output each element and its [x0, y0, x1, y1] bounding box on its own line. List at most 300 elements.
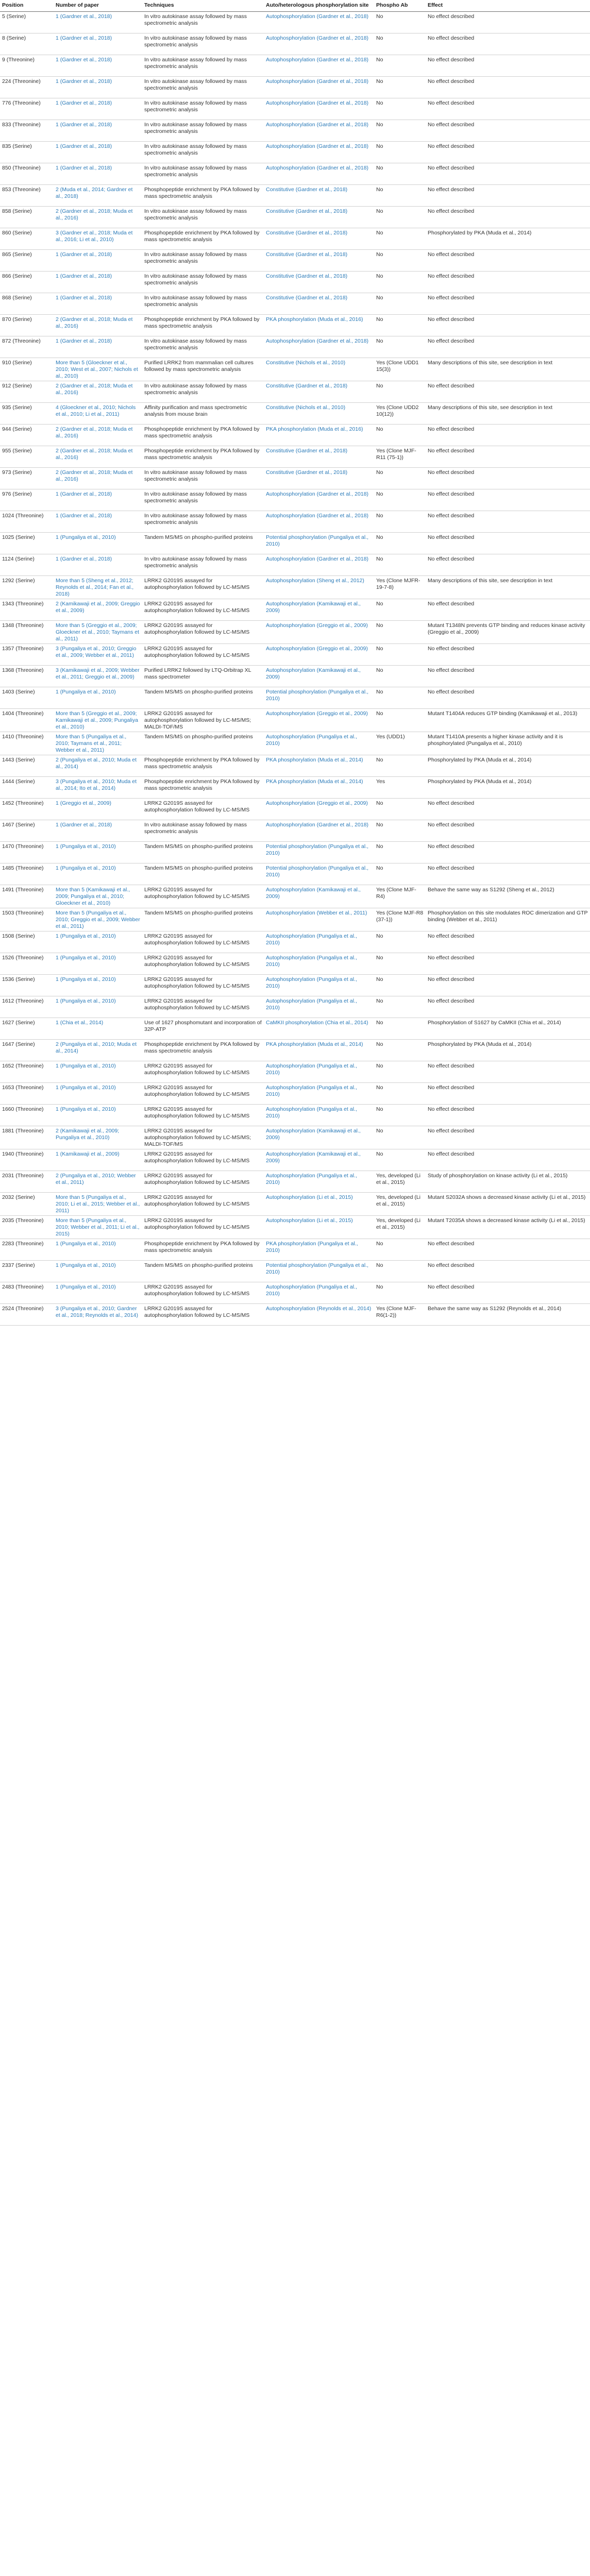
cell-site-type: Constitutive (Gardner et al., 2018): [264, 446, 374, 468]
cell-position: 1357 (Threonine): [0, 644, 54, 666]
cell-number-of-paper: 1 (Gardner et al., 2018): [54, 98, 142, 120]
cell-phospho-ab: No: [374, 953, 426, 975]
cell-phospho-ab: No: [374, 644, 426, 666]
cell-phospho-ab: No: [374, 142, 426, 163]
cell-techniques: LRRK2 G2019S assayed for autophosphorylation followed by LC-MS/MS: [142, 1105, 264, 1126]
cell-techniques: In vitro autokinase assay followed by mass spectrometric analysis: [142, 33, 264, 55]
cell-phospho-ab: Yes: [374, 777, 426, 799]
cell-phospho-ab: No: [374, 489, 426, 511]
cell-site-type: Potential phosphorylation (Pungaliya et al., 2010): [264, 1261, 374, 1282]
cell-site-type: Autophosphorylation (Gardner et al., 2018): [264, 489, 374, 511]
cell-number-of-paper: 1 (Gardner et al., 2018): [54, 489, 142, 511]
cell-phospho-ab: No: [374, 120, 426, 142]
cell-number-of-paper: 1 (Greggio et al., 2009): [54, 799, 142, 820]
cell-effect: No effect described: [426, 799, 590, 820]
cell-number-of-paper: 2 (Pungaliya et al., 2010; Webber et al., 2011): [54, 1171, 142, 1193]
cell-position: 1508 (Serine): [0, 931, 54, 953]
cell-phospho-ab: Yes (Clone MJF-R8 (37-1)): [374, 908, 426, 931]
cell-techniques: LRRK2 G2019S assayed for autophosphorylation followed by LC-MS/MS: [142, 1216, 264, 1239]
cell-techniques: LRRK2 G2019S assayed for autophosphorylation followed by LC-MS/MS: [142, 953, 264, 975]
cell-effect: No effect described: [426, 489, 590, 511]
cell-effect: Many descriptions of this site, see description in text: [426, 576, 590, 599]
cell-site-type: Constitutive (Nichols et al., 2010): [264, 403, 374, 425]
cell-techniques: LRRK2 G2019S assayed for autophosphorylation followed by LC-MS/MS: [142, 1193, 264, 1216]
cell-techniques: In vitro autokinase assay followed by mass spectrometric analysis: [142, 468, 264, 489]
cell-phospho-ab: No: [374, 799, 426, 820]
cell-effect: Mutant S2032A shows a decreased kinase activity (Li et al., 2015): [426, 1193, 590, 1216]
cell-number-of-paper: 2 (Kamikawaji et al., 2009; Pungaliya et al., 2010): [54, 1126, 142, 1149]
table-row: [0, 1193, 590, 1216]
cell-site-type: Autophosphorylation (Gardner et al., 2018): [264, 336, 374, 358]
cell-site-type: Autophosphorylation (Gardner et al., 2018): [264, 55, 374, 77]
table-row: [0, 1282, 590, 1304]
cell-effect: No effect described: [426, 1282, 590, 1304]
cell-position: 1491 (Threonine): [0, 885, 54, 908]
cell-position: 2035 (Threonine): [0, 1216, 54, 1239]
table-row: [0, 55, 590, 77]
cell-number-of-paper: 2 (Gardner et al., 2018; Muda et al., 2016): [54, 207, 142, 228]
cell-number-of-paper: 1 (Gardner et al., 2018): [54, 12, 142, 33]
table-row: [0, 1083, 590, 1105]
cell-techniques: Purified LRRK2 from mammalian cell cultures followed by mass spectrometric analysis: [142, 358, 264, 381]
table-row: [0, 885, 590, 908]
cell-techniques: Phosphopeptide enrichment by PKA followed by mass spectrometric analysis: [142, 425, 264, 446]
cell-position: 935 (Serine): [0, 403, 54, 425]
cell-number-of-paper: 2 (Pungaliya et al., 2010; Muda et al., 2014): [54, 1040, 142, 1061]
cell-effect: Phosphorylation of S1627 by CaMKII (Chia et al., 2014): [426, 1018, 590, 1040]
cell-site-type: Autophosphorylation (Webber et al., 2011): [264, 908, 374, 931]
cell-techniques: Phosphopeptide enrichment by PKA followed by mass spectrometric analysis: [142, 777, 264, 799]
cell-phospho-ab: Yes (Clone MJFR-19-7-8): [374, 576, 426, 599]
cell-effect: No effect described: [426, 842, 590, 863]
cell-number-of-paper: 1 (Gardner et al., 2018): [54, 142, 142, 163]
cell-number-of-paper: 2 (Gardner et al., 2018; Muda et al., 2016): [54, 446, 142, 468]
cell-position: 1348 (Threonine): [0, 621, 54, 644]
cell-effect: No effect described: [426, 12, 590, 33]
cell-number-of-paper: 4 (Gloeckner et al., 2010; Nichols et al., 2010; Li et al., 2011): [54, 403, 142, 425]
cell-phospho-ab: Yes (UDD1): [374, 732, 426, 755]
cell-techniques: In vitro autokinase assay followed by mass spectrometric analysis: [142, 820, 264, 842]
cell-site-type: Autophosphorylation (Pungaliya et al., 2010): [264, 1282, 374, 1304]
cell-effect: No effect described: [426, 142, 590, 163]
cell-phospho-ab: No: [374, 687, 426, 709]
cell-number-of-paper: 1 (Gardner et al., 2018): [54, 511, 142, 533]
cell-techniques: Phosphopeptide enrichment by PKA followed by mass spectrometric analysis: [142, 315, 264, 336]
cell-number-of-paper: 1 (Pungaliya et al., 2010): [54, 687, 142, 709]
column-header-effect: Effect: [426, 0, 590, 12]
cell-techniques: In vitro autokinase assay followed by mass spectrometric analysis: [142, 98, 264, 120]
cell-effect: No effect described: [426, 207, 590, 228]
cell-phospho-ab: No: [374, 163, 426, 185]
cell-site-type: PKA phosphorylation (Muda et al., 2014): [264, 1040, 374, 1061]
cell-phospho-ab: No: [374, 1239, 426, 1261]
column-header-techniques: Techniques: [142, 0, 264, 12]
cell-number-of-paper: 1 (Pungaliya et al., 2010): [54, 931, 142, 953]
table-row: [0, 33, 590, 55]
cell-number-of-paper: 1 (Gardner et al., 2018): [54, 336, 142, 358]
cell-phospho-ab: Yes (Clone MJF-R4): [374, 885, 426, 908]
cell-techniques: LRRK2 G2019S assayed for autophosphorylation followed by LC-MS/MS: [142, 1282, 264, 1304]
cell-site-type: Constitutive (Gardner et al., 2018): [264, 250, 374, 272]
table-row: [0, 511, 590, 533]
cell-number-of-paper: More than 5 (Gloeckner et al., 2010; West et al., 2007; Nichols et al., 2010): [54, 358, 142, 381]
cell-position: 2031 (Threonine): [0, 1171, 54, 1193]
cell-techniques: LRRK2 G2019S assayed for autophosphorylation followed by LC-MS/MS: [142, 599, 264, 621]
cell-site-type: Autophosphorylation (Kamikawaji et al., 2009): [264, 666, 374, 687]
cell-techniques: Phosphopeptide enrichment by PKA followed by mass spectrometric analysis: [142, 1040, 264, 1061]
cell-phospho-ab: No: [374, 975, 426, 996]
cell-site-type: Constitutive (Gardner et al., 2018): [264, 468, 374, 489]
cell-number-of-paper: 2 (Pungaliya et al., 2010; Muda et al., 2014): [54, 755, 142, 777]
cell-position: 944 (Serine): [0, 425, 54, 446]
cell-effect: Mutant T1404A reduces GTP binding (Kamikawaji et al., 2013): [426, 709, 590, 732]
cell-phospho-ab: No: [374, 55, 426, 77]
cell-position: 1660 (Threonine): [0, 1105, 54, 1126]
table-row: [0, 293, 590, 315]
cell-effect: No effect described: [426, 975, 590, 996]
cell-site-type: Autophosphorylation (Gardner et al., 2018): [264, 511, 374, 533]
cell-techniques: LRRK2 G2019S assayed for autophosphorylation followed by LC-MS/MS: [142, 931, 264, 953]
cell-techniques: In vitro autokinase assay followed by mass spectrometric analysis: [142, 55, 264, 77]
cell-techniques: In vitro autokinase assay followed by mass spectrometric analysis: [142, 293, 264, 315]
cell-site-type: Potential phosphorylation (Pungaliya et al., 2010): [264, 687, 374, 709]
table-header-row: [0, 0, 590, 12]
cell-number-of-paper: 1 (Pungaliya et al., 2010): [54, 1083, 142, 1105]
cell-number-of-paper: 2 (Gardner et al., 2018; Muda et al., 2016): [54, 381, 142, 403]
cell-effect: Phosphorylated by PKA (Muda et al., 2014): [426, 228, 590, 250]
cell-position: 1124 (Serine): [0, 554, 54, 576]
cell-effect: No effect described: [426, 599, 590, 621]
cell-number-of-paper: More than 5 (Sheng et al., 2012; Reynolds et al., 2014; Fan et al., 2018): [54, 576, 142, 599]
cell-position: 2524 (Threonine): [0, 1304, 54, 1326]
cell-number-of-paper: More than 5 (Greggio et al., 2009; Kamikawaji et al., 2009; Pungaliya et al., 2010): [54, 709, 142, 732]
cell-effect: No effect described: [426, 33, 590, 55]
cell-number-of-paper: 1 (Pungaliya et al., 2010): [54, 1061, 142, 1083]
cell-site-type: Autophosphorylation (Pungaliya et al., 2010): [264, 931, 374, 953]
table-row: [0, 1040, 590, 1061]
cell-effect: No effect described: [426, 554, 590, 576]
cell-site-type: Autophosphorylation (Greggio et al., 2009): [264, 709, 374, 732]
cell-number-of-paper: 3 (Pungaliya et al., 2010; Gardner et al., 2018; Reynolds et al., 2014): [54, 1304, 142, 1326]
cell-position: 776 (Threonine): [0, 98, 54, 120]
cell-position: 2283 (Threonine): [0, 1239, 54, 1261]
cell-phospho-ab: No: [374, 1040, 426, 1061]
cell-position: 1536 (Serine): [0, 975, 54, 996]
cell-site-type: Autophosphorylation (Pungaliya et al., 2010): [264, 975, 374, 996]
cell-techniques: In vitro autokinase assay followed by mass spectrometric analysis: [142, 511, 264, 533]
cell-site-type: PKA phosphorylation (Muda et al., 2014): [264, 777, 374, 799]
cell-phospho-ab: Yes (Clone UDD2 10(12)): [374, 403, 426, 425]
cell-effect: No effect described: [426, 98, 590, 120]
table-row: [0, 228, 590, 250]
cell-number-of-paper: 1 (Pungaliya et al., 2010): [54, 1239, 142, 1261]
cell-effect: No effect described: [426, 381, 590, 403]
cell-site-type: Autophosphorylation (Gardner et al., 2018): [264, 120, 374, 142]
cell-techniques: In vitro autokinase assay followed by mass spectrometric analysis: [142, 207, 264, 228]
cell-site-type: Autophosphorylation (Gardner et al., 2018): [264, 820, 374, 842]
cell-effect: No effect described: [426, 644, 590, 666]
cell-site-type: Autophosphorylation (Pungaliya et al., 2010): [264, 996, 374, 1018]
cell-position: 976 (Serine): [0, 489, 54, 511]
cell-effect: Phosphorylation on this site modulates ROC dimerization and GTP binding (Webber et al., 2011): [426, 908, 590, 931]
cell-techniques: In vitro autokinase assay followed by mass spectrometric analysis: [142, 381, 264, 403]
cell-position: 1653 (Threonine): [0, 1083, 54, 1105]
cell-site-type: Autophosphorylation (Pungaliya et al., 2010): [264, 1061, 374, 1083]
cell-position: 1647 (Serine): [0, 1040, 54, 1061]
cell-effect: No effect described: [426, 77, 590, 98]
cell-position: 2483 (Threonine): [0, 1282, 54, 1304]
cell-techniques: In vitro autokinase assay followed by mass spectrometric analysis: [142, 12, 264, 33]
table-row: [0, 554, 590, 576]
cell-site-type: PKA phosphorylation (Muda et al., 2016): [264, 315, 374, 336]
cell-number-of-paper: 1 (Gardner et al., 2018): [54, 272, 142, 293]
cell-effect: Phosphorylated by PKA (Muda et al., 2014): [426, 1040, 590, 1061]
cell-position: 1024 (Threonine): [0, 511, 54, 533]
cell-phospho-ab: No: [374, 1282, 426, 1304]
cell-site-type: Autophosphorylation (Gardner et al., 2018): [264, 98, 374, 120]
cell-techniques: Use of 1627 phosphomutant and incorporation of 32P-ATP: [142, 1018, 264, 1040]
cell-site-type: Constitutive (Gardner et al., 2018): [264, 228, 374, 250]
cell-phospho-ab: No: [374, 293, 426, 315]
cell-position: 850 (Threonine): [0, 163, 54, 185]
cell-techniques: LRRK2 G2019S assayed for autophosphorylation followed by LC-MS/MS: [142, 1304, 264, 1326]
table-row: [0, 820, 590, 842]
cell-phospho-ab: No: [374, 755, 426, 777]
cell-number-of-paper: 1 (Pungaliya et al., 2010): [54, 842, 142, 863]
cell-effect: Mutant T2035A shows a decreased kinase activity (Li et al., 2015): [426, 1216, 590, 1239]
cell-number-of-paper: 1 (Gardner et al., 2018): [54, 293, 142, 315]
cell-phospho-ab: No: [374, 12, 426, 33]
cell-phospho-ab: Yes, developed (Li et al., 2015): [374, 1171, 426, 1193]
cell-effect: Phosphorylated by PKA (Muda et al., 2014): [426, 777, 590, 799]
table-row: [0, 1171, 590, 1193]
cell-effect: No effect described: [426, 820, 590, 842]
table-row: [0, 381, 590, 403]
table-row: [0, 666, 590, 687]
cell-techniques: LRRK2 G2019S assayed for autophosphorylation followed by LC-MS/MS: [142, 576, 264, 599]
cell-site-type: Autophosphorylation (Li et al., 2015): [264, 1216, 374, 1239]
cell-effect: Phosphorylated by PKA (Muda et al., 2014): [426, 755, 590, 777]
cell-position: 9 (Threonine): [0, 55, 54, 77]
cell-effect: No effect described: [426, 446, 590, 468]
cell-techniques: In vitro autokinase assay followed by mass spectrometric analysis: [142, 163, 264, 185]
cell-effect: No effect described: [426, 425, 590, 446]
cell-techniques: In vitro autokinase assay followed by mass spectrometric analysis: [142, 272, 264, 293]
cell-effect: No effect described: [426, 185, 590, 207]
cell-techniques: Tandem MS/MS on phospho-purified proteins: [142, 533, 264, 554]
cell-techniques: Purified LRRK2 followed by LTQ-Orbitrap XL mass spectrometer: [142, 666, 264, 687]
table-row: [0, 644, 590, 666]
cell-number-of-paper: More than 5 (Kamikawaji et al., 2009; Pungaliya et al., 2010; Gloeckner et al., 2010): [54, 885, 142, 908]
cell-phospho-ab: No: [374, 1126, 426, 1149]
table-row: [0, 1304, 590, 1326]
cell-techniques: LRRK2 G2019S assayed for autophosphorylation followed by LC-MS/MS; MALDI-TOF/MS: [142, 1126, 264, 1149]
cell-site-type: Autophosphorylation (Gardner et al., 2018): [264, 77, 374, 98]
cell-techniques: Phosphopeptide enrichment by PKA followed by mass spectrometric analysis: [142, 185, 264, 207]
cell-phospho-ab: Yes (Clone MJF-R6(1-2)): [374, 1304, 426, 1326]
cell-position: 868 (Serine): [0, 293, 54, 315]
cell-site-type: Potential phosphorylation (Pungaliya et al., 2010): [264, 863, 374, 885]
cell-effect: No effect described: [426, 863, 590, 885]
table-row: [0, 425, 590, 446]
cell-number-of-paper: 1 (Gardner et al., 2018): [54, 120, 142, 142]
cell-techniques: In vitro autokinase assay followed by mass spectrometric analysis: [142, 489, 264, 511]
cell-position: 1410 (Threonine): [0, 732, 54, 755]
table-row: [0, 576, 590, 599]
table-row: [0, 1126, 590, 1149]
cell-position: 1452 (Threonine): [0, 799, 54, 820]
cell-number-of-paper: 1 (Gardner et al., 2018): [54, 77, 142, 98]
cell-phospho-ab: No: [374, 425, 426, 446]
table-row: [0, 621, 590, 644]
cell-effect: No effect described: [426, 55, 590, 77]
cell-position: 2337 (Serine): [0, 1261, 54, 1282]
cell-position: 1292 (Serine): [0, 576, 54, 599]
cell-position: 1940 (Threonine): [0, 1149, 54, 1171]
cell-position: 853 (Threonine): [0, 185, 54, 207]
cell-number-of-paper: 1 (Gardner et al., 2018): [54, 163, 142, 185]
cell-techniques: In vitro autokinase assay followed by mass spectrometric analysis: [142, 120, 264, 142]
cell-techniques: Affinity purification and mass spectrometric analysis from mouse brain: [142, 403, 264, 425]
cell-techniques: In vitro autokinase assay followed by mass spectrometric analysis: [142, 142, 264, 163]
cell-effect: No effect described: [426, 1239, 590, 1261]
cell-number-of-paper: 1 (Pungaliya et al., 2010): [54, 975, 142, 996]
cell-site-type: Autophosphorylation (Greggio et al., 2009): [264, 644, 374, 666]
cell-position: 1485 (Threonine): [0, 863, 54, 885]
cell-site-type: Autophosphorylation (Pungaliya et al., 2010): [264, 732, 374, 755]
table-row: [0, 12, 590, 33]
cell-number-of-paper: 2 (Gardner et al., 2018; Muda et al., 2016): [54, 425, 142, 446]
cell-techniques: In vitro autokinase assay followed by mass spectrometric analysis: [142, 250, 264, 272]
cell-effect: No effect described: [426, 996, 590, 1018]
cell-techniques: LRRK2 G2019S assayed for autophosphorylation followed by LC-MS/MS: [142, 1083, 264, 1105]
cell-position: 1467 (Serine): [0, 820, 54, 842]
cell-techniques: LRRK2 G2019S assayed for autophosphorylation followed by LC-MS/MS: [142, 621, 264, 644]
cell-number-of-paper: 2 (Gardner et al., 2018; Muda et al., 2016): [54, 315, 142, 336]
cell-position: 973 (Serine): [0, 468, 54, 489]
cell-number-of-paper: 2 (Kamikawaji et al., 2009; Greggio et al., 2009): [54, 599, 142, 621]
cell-position: 1368 (Threonine): [0, 666, 54, 687]
cell-site-type: Constitutive (Gardner et al., 2018): [264, 185, 374, 207]
cell-site-type: Autophosphorylation (Pungaliya et al., 2010): [264, 1105, 374, 1126]
cell-site-type: Autophosphorylation (Greggio et al., 2009): [264, 799, 374, 820]
table-body: [0, 12, 590, 1326]
cell-site-type: Constitutive (Gardner et al., 2018): [264, 272, 374, 293]
cell-effect: No effect described: [426, 1083, 590, 1105]
cell-phospho-ab: No: [374, 996, 426, 1018]
cell-number-of-paper: 3 (Pungaliya et al., 2010; Greggio et al., 2009; Webber et al., 2011): [54, 644, 142, 666]
cell-phospho-ab: No: [374, 820, 426, 842]
cell-techniques: LRRK2 G2019S assayed for autophosphorylation followed by LC-MS/MS: [142, 975, 264, 996]
cell-phospho-ab: No: [374, 77, 426, 98]
cell-position: 865 (Serine): [0, 250, 54, 272]
table-row: [0, 599, 590, 621]
cell-techniques: Phosphopeptide enrichment by PKA followed by mass spectrometric analysis: [142, 755, 264, 777]
cell-effect: No effect described: [426, 336, 590, 358]
cell-site-type: Potential phosphorylation (Pungaliya et al., 2010): [264, 842, 374, 863]
cell-phospho-ab: Yes, developed (Li et al., 2015): [374, 1216, 426, 1239]
cell-techniques: LRRK2 G2019S assayed for autophosphorylation followed by LC-MS/MS: [142, 644, 264, 666]
cell-phospho-ab: No: [374, 554, 426, 576]
cell-site-type: Autophosphorylation (Gardner et al., 2018): [264, 33, 374, 55]
cell-techniques: LRRK2 G2019S assayed for autophosphorylation followed by LC-MS/MS: [142, 996, 264, 1018]
cell-number-of-paper: 1 (Gardner et al., 2018): [54, 820, 142, 842]
cell-phospho-ab: No: [374, 1083, 426, 1105]
cell-techniques: Tandem MS/MS on phospho-purified proteins: [142, 908, 264, 931]
cell-effect: No effect described: [426, 250, 590, 272]
cell-effect: No effect described: [426, 511, 590, 533]
cell-number-of-paper: 1 (Pungaliya et al., 2010): [54, 953, 142, 975]
table-row: [0, 142, 590, 163]
cell-number-of-paper: 1 (Gardner et al., 2018): [54, 55, 142, 77]
table-row: [0, 250, 590, 272]
cell-number-of-paper: 1 (Pungaliya et al., 2010): [54, 863, 142, 885]
cell-site-type: Autophosphorylation (Gardner et al., 2018): [264, 142, 374, 163]
table-row: [0, 336, 590, 358]
cell-phospho-ab: No: [374, 272, 426, 293]
table-row: [0, 1018, 590, 1040]
cell-phospho-ab: No: [374, 842, 426, 863]
table-row: [0, 1149, 590, 1171]
cell-position: 1526 (Threonine): [0, 953, 54, 975]
cell-position: 2032 (Serine): [0, 1193, 54, 1216]
cell-phospho-ab: No: [374, 1149, 426, 1171]
cell-position: 5 (Serine): [0, 12, 54, 33]
cell-phospho-ab: No: [374, 621, 426, 644]
table-row: [0, 908, 590, 931]
cell-effect: Behave the same way as S1292 (Sheng et al., 2012): [426, 885, 590, 908]
cell-phospho-ab: No: [374, 250, 426, 272]
cell-techniques: LRRK2 G2019S assayed for autophosphorylation followed by LC-MS/MS; MALDI-TOF/MS: [142, 709, 264, 732]
cell-site-type: Autophosphorylation (Pungaliya et al., 2010): [264, 1083, 374, 1105]
cell-site-type: Autophosphorylation (Kamikawaji et al., 2009): [264, 1149, 374, 1171]
cell-position: 1627 (Serine): [0, 1018, 54, 1040]
cell-position: 1444 (Serine): [0, 777, 54, 799]
cell-techniques: In vitro autokinase assay followed by mass spectrometric analysis: [142, 77, 264, 98]
cell-number-of-paper: 3 (Kamikawaji et al., 2009; Webber et al., 2011; Greggio et al., 2009): [54, 666, 142, 687]
cell-position: 866 (Serine): [0, 272, 54, 293]
table-row: [0, 863, 590, 885]
cell-techniques: LRRK2 G2019S assayed for autophosphorylation followed by LC-MS/MS: [142, 1149, 264, 1171]
table-row: [0, 931, 590, 953]
cell-site-type: Autophosphorylation (Kamikawaji et al., 2009): [264, 599, 374, 621]
table-row: [0, 732, 590, 755]
table-row: [0, 272, 590, 293]
cell-phospho-ab: No: [374, 98, 426, 120]
table-row: [0, 207, 590, 228]
cell-number-of-paper: 1 (Gardner et al., 2018): [54, 33, 142, 55]
cell-effect: No effect described: [426, 1105, 590, 1126]
cell-phospho-ab: No: [374, 863, 426, 885]
cell-techniques: LRRK2 G2019S assayed for autophosphorylation followed by LC-MS/MS: [142, 885, 264, 908]
cell-techniques: Tandem MS/MS on phospho-purified proteins: [142, 687, 264, 709]
cell-position: 955 (Serine): [0, 446, 54, 468]
table-row: [0, 77, 590, 98]
cell-effect: Study of phosphorylation on kinase activity (Li et al., 2015): [426, 1171, 590, 1193]
cell-effect: No effect described: [426, 1061, 590, 1083]
table-row: [0, 120, 590, 142]
cell-position: 912 (Serine): [0, 381, 54, 403]
table-row: [0, 709, 590, 732]
table-row: [0, 1261, 590, 1282]
cell-position: 1025 (Serine): [0, 533, 54, 554]
cell-position: 8 (Serine): [0, 33, 54, 55]
cell-number-of-paper: 1 (Pungaliya et al., 2010): [54, 1261, 142, 1282]
cell-effect: Mutant T1410A presents a higher kinase activity and it is phosphorylated (Pungaliya et al., 2010): [426, 732, 590, 755]
cell-effect: No effect described: [426, 931, 590, 953]
cell-site-type: Autophosphorylation (Sheng et al., 2012): [264, 576, 374, 599]
cell-number-of-paper: 3 (Pungaliya et al., 2010; Muda et al., 2014; Ito et al., 2014): [54, 777, 142, 799]
